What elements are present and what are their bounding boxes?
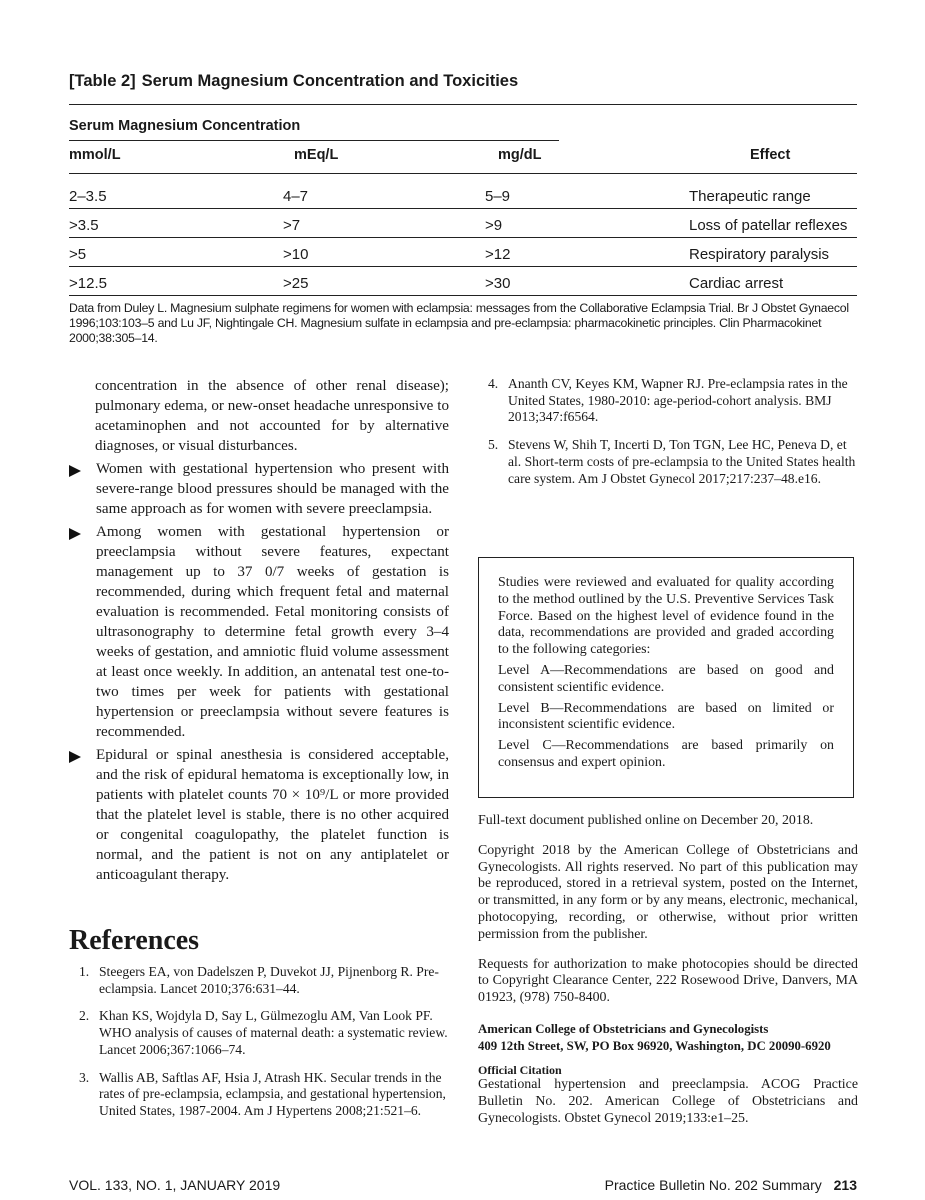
column-header-meq: mEq/L xyxy=(294,147,339,163)
evidence-level-a: Level A—Recommendations are based on good and consistent scientific evidence. xyxy=(498,662,834,695)
bullet-text: Women with gestational hypertension who present with severe-range blood pressures should be managed with the same approach as for women with severe preeclampsia. xyxy=(96,461,449,517)
table-label: [Table 2] xyxy=(69,72,136,90)
table-cell: Loss of patellar reflexes xyxy=(689,217,848,234)
table-row xyxy=(69,209,857,238)
citation-text: Gestational hypertension and preeclampsia. ACOG Practice Bulletin No. 202. American College of Obstetricians and Gynecologists. Obstet Gynecol 2019;133:e1–25. xyxy=(478,1077,858,1126)
reference-item xyxy=(478,437,860,487)
online-date: Full-text document published online on December 20, 2018. xyxy=(478,813,814,828)
table-header-rule xyxy=(69,173,857,174)
table-cell: >5 xyxy=(69,246,87,263)
table-cell: 2–3.5 xyxy=(69,188,107,205)
table-group-rule xyxy=(69,140,559,141)
footer-volume: VOL. 133, NO. 1, JANUARY 2019 xyxy=(69,1177,281,1193)
evidence-level-c: Level C—Recommendations are based primarily on consensus and expert opinion. xyxy=(498,738,834,770)
recommendation-bullet xyxy=(69,459,449,519)
table-cell: >10 xyxy=(283,246,309,263)
reference-number: 2. xyxy=(79,1008,90,1024)
table-cell: Cardiac arrest xyxy=(689,275,784,292)
reference-item xyxy=(69,1070,451,1120)
left-column xyxy=(69,376,449,888)
table-cell: >9 xyxy=(485,217,503,234)
reference-number: 5. xyxy=(488,437,499,453)
reference-number: 4. xyxy=(488,376,499,391)
organization-block xyxy=(478,1021,858,1055)
recommendation-bullet xyxy=(69,745,449,885)
table-cell: 4–7 xyxy=(283,188,309,205)
table-cell: >12 xyxy=(485,246,511,263)
evidence-level-b: Level B—Recommendations are based on limited or inconsistent scientific evidence. xyxy=(498,700,834,733)
triangle-bullet-icon xyxy=(69,528,81,540)
table-cell: >30 xyxy=(485,275,511,292)
references-heading: References xyxy=(69,925,200,956)
organization-name: American College of Obstetricians and Gynecologists xyxy=(478,1022,769,1036)
reference-number: 3. xyxy=(79,1069,90,1085)
reference-text: Stevens W, Shih T, Incerti D, Ton TGN, Lee HC, Peneva D, et al. Short-term costs of pre-eclampsia to the United States health care system. Am J Obstet Gynecol 2017;217:237–48.e16. xyxy=(508,437,856,486)
column-header-mmol: mmol/L xyxy=(69,147,121,163)
evidence-intro: Studies were reviewed and evaluated for quality according to the method outlined by the U.S. Preventive Services Task Force. Based on the highest level of evidence found in the data, recommendations are provided and graded according to the following categories: xyxy=(498,575,834,658)
column-header-effect: Effect xyxy=(750,147,791,163)
triangle-bullet-icon xyxy=(69,751,81,763)
table-cell: >7 xyxy=(283,217,301,234)
footer-bulletin-number: No. 202 Summary xyxy=(708,1177,822,1193)
table-cell: >12.5 xyxy=(69,275,107,292)
table-group-header: Serum Magnesium Concentration xyxy=(69,118,301,134)
reference-item xyxy=(69,1008,451,1058)
reference-text: Steegers EA, von Dadelszen P, Duvekot JJ, Pijnenborg R. Pre-eclampsia. Lancet 2010;376:631–44. xyxy=(99,964,439,996)
table-row xyxy=(69,238,857,267)
continued-paragraph: concentration in the absence of other renal disease); pulmonary edema, or new-onset headache unresponsive to acetaminophen and not accounted for by alternative diagnoses, or visual disturbances. xyxy=(95,378,449,454)
page-number: 213 xyxy=(833,1177,857,1193)
table-cell: 5–9 xyxy=(485,188,511,205)
reference-item xyxy=(478,376,860,426)
table-title xyxy=(69,72,859,91)
bullet-text: Epidural or spinal anesthesia is considered acceptable, and the risk of epidural hematoma is exceptionally low, in patients with platelet counts 70 × 10⁹/L or more provided that the platelet level is stable, there is no other acquired or congenital coagulopathy, the platelet function is normal, and the patient is not on any antiplatelet or anticoagulant therapy. xyxy=(96,747,449,883)
table-source-note: Data from Duley L. Magnesium sulphate regimens for women with eclampsia: messages from the Collaborative Eclampsia Trial. Br J Obstet Gynaecol 1996;103:103–5 and Lu JF, Nightingale CH. Magnesium sulfate in eclampsia and pre-eclampsia: pharmacokinetic principles. Clin Pharmacokinet 2000;38:305–14. xyxy=(69,301,849,345)
table-cell: >3.5 xyxy=(69,217,99,234)
references-list-continued xyxy=(478,376,860,498)
copyright-notice: Copyright 2018 by the American College of Obstetricians and Gynecologists. All rights reserved. No part of this publication may be reproduced, stored in a retrieval system, posted on the Internet, or transmitted, in any form or by any means, electronic, mechanical, photocopying, recording, or otherwise, without prior written permission from the publisher. xyxy=(478,842,858,942)
table-cell: Therapeutic range xyxy=(689,188,811,205)
row-rule xyxy=(69,295,857,296)
references-list xyxy=(69,964,451,1131)
table-row xyxy=(69,180,857,209)
publication-info xyxy=(478,813,858,1020)
citation-heading: Official Citation xyxy=(478,1063,562,1077)
triangle-bullet-icon xyxy=(69,465,81,477)
bullet-text: Among women with gestational hypertension or preeclampsia without severe features, expectant management up to 37 0/7 weeks of gestation is recommended, during which frequent fetal and maternal evaluation is recommended. Fetal monitoring consists of ultrasonography to determine fetal growth every 3–4 weeks of gestation, and amniotic fluid volume assessment at least once weekly. In addition, an antenatal test one-to-two times per week for patients with gestational hypertension or preeclampsia without severe features is recommended. xyxy=(96,524,449,740)
table-title-text: Serum Magnesium Concentration and Toxicities xyxy=(141,72,519,90)
reference-text: Khan KS, Wojdyla D, Say L, Gülmezoglu AM, Van Look PF. WHO analysis of causes of maternal death: a systematic review. Lancet 2006;367:1066–74. xyxy=(99,1008,448,1057)
table-cell: >25 xyxy=(283,275,309,292)
column-header-mgdl: mg/dL xyxy=(498,147,542,163)
organization-address: 409 12th Street, SW, PO Box 96920, Washington, DC 20090-6920 xyxy=(478,1038,831,1053)
photocopy-requests: Requests for authorization to make photocopies should be directed to Copyright Clearance Center, 222 Rosewood Drive, Danvers, MA 01923, (978) 750-8400. xyxy=(478,956,858,1006)
footer-bulletin-prefix: Practice Bulletin xyxy=(604,1177,706,1193)
table-row xyxy=(69,267,857,296)
table-top-rule xyxy=(69,104,857,105)
evidence-levels-box xyxy=(478,557,854,798)
reference-number: 1. xyxy=(79,964,90,979)
reference-text: Ananth CV, Keyes KM, Wapner RJ. Pre-eclampsia rates in the United States, 1980-2010: age-period-cohort analysis. BMJ 2013;347:f6564. xyxy=(508,376,848,425)
recommendation-bullet xyxy=(69,522,449,742)
reference-item xyxy=(69,964,451,997)
reference-text: Wallis AB, Saftlas AF, Hsia J, Atrash HK. Secular trends in the rates of pre-eclampsia, eclampsia, and gestational hypertension, United States, 1987-2004. Am J Hypertens 2008;21:521–6. xyxy=(99,1069,446,1118)
footer-bulletin xyxy=(605,1177,857,1193)
table-cell: Respiratory paralysis xyxy=(689,246,830,263)
